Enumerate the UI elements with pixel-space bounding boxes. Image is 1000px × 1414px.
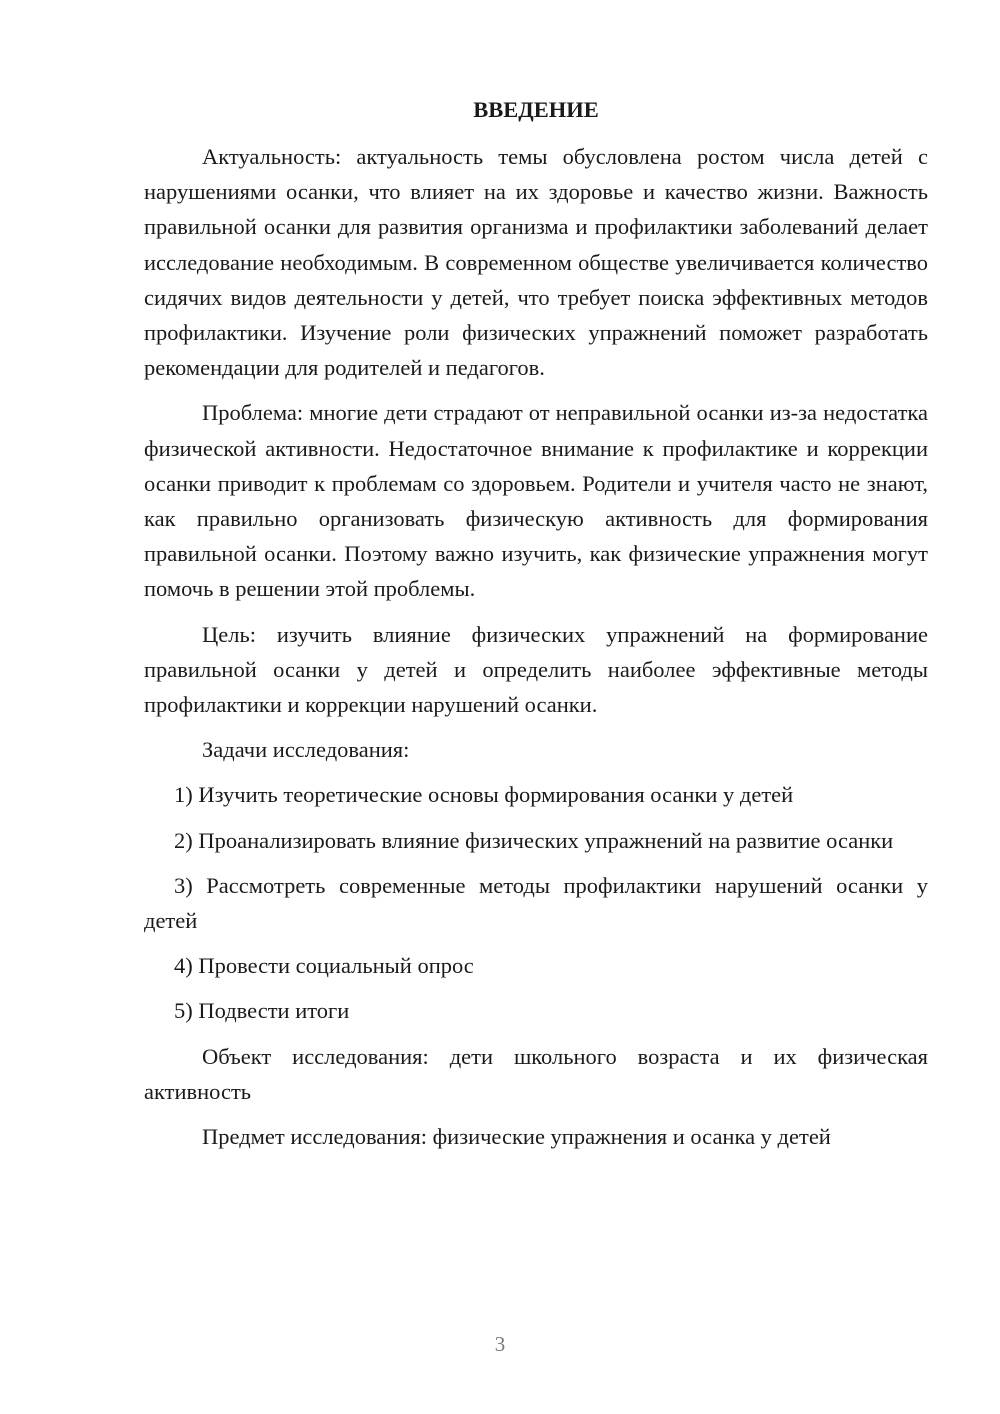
paragraph-tasks-title: Задачи исследования: [202,737,410,763]
task-item-2: 2) Проанализировать влияние физических упражнений на развитие осанки [174,827,894,853]
section-heading: ВВЕДЕНИЕ [473,97,599,122]
task-item-4: 4) Провести социальный опрос [174,953,474,979]
paragraph-subject: Предмет исследования: физические упражнения и осанка у детей [202,1124,831,1150]
paragraph-problem: Проблема: многие дети страдают от неправильной осанки из-за недостатка физической активности. Недостаточное внимание к профилактике и коррекции осанки приводит к проблемам со здоровьем. Родители и учителя часто не знают, как правильно организовать физическую активность для формирования правильной осанки. Поэтому важно изучить, как физические упражнения могут помочь в решении этой проблемы. [144,400,928,602]
paragraph-object: Объект исследования: дети школьного возраста и их физическая активность [144,1043,928,1104]
paragraph-goal: Цель: изучить влияние физических упражнений на формирование правильной осанки у детей и определить наиболее эффективные методы профилактики и коррекции нарушений осанки. [144,621,928,718]
task-item-1: 1) Изучить теоретические основы формирования осанки у детей [174,782,794,808]
task-item-3: 3) Рассмотреть современные методы профилактики нарушений осанки у детей [144,872,928,934]
task-item-5: 5) Подвести итоги [174,998,350,1024]
paragraph-relevance: Актуальность: актуальность темы обусловлена ростом числа детей с нарушениями осанки, что влияет на их здоровье и качество жизни. Важность правильной осанки для развития организма и профилактики заболеваний делает исследование необходимым. В современном обществе увеличивается количество сидячих видов деятельности у детей, что требует поиска эффективных методов профилактики. Изучение роли физических упражнений поможет разработать рекомендации для родителей и педагогов. [144,144,928,381]
page-content [144,92,928,1164]
page-number: 3 [494,1332,506,1356]
